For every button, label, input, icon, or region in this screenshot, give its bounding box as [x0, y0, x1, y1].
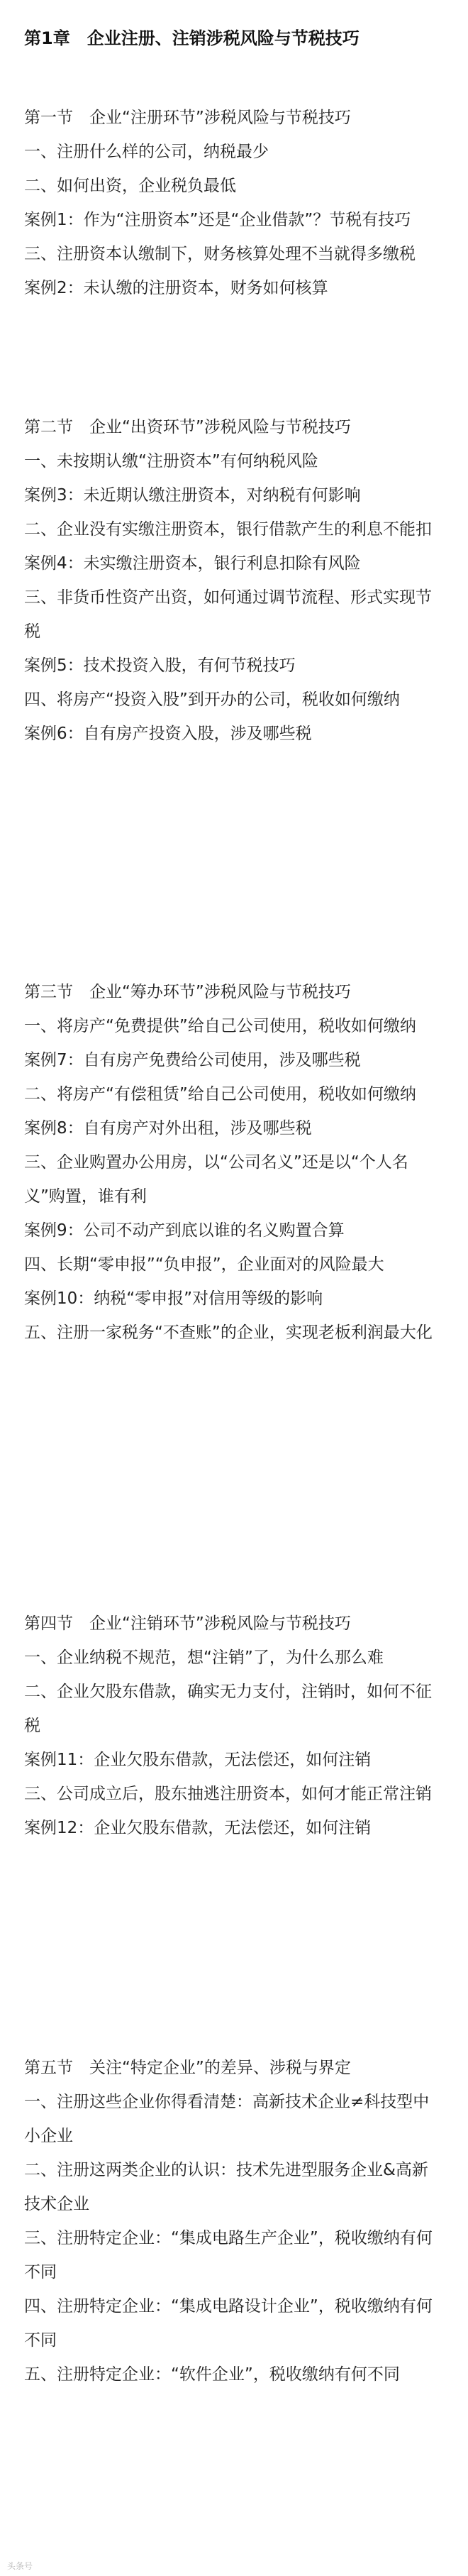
list-item: 案例6：自有房产投资入股，涉及哪些税 — [24, 725, 312, 743]
list-item: 二、将房产“有偿租赁”给自己公司使用，税收如何缴纳 — [24, 1085, 416, 1103]
section-title: 第三节 企业“筹办环节”涉税风险与节税技巧 — [24, 983, 351, 1001]
list-item: 一、注册什么样的公司，纳税最少 — [24, 143, 269, 161]
list-item: 五、注册特定企业：“软件企业”，税收缴纳有何不同 — [24, 2365, 400, 2384]
list-item: 一、企业纳税不规范，想“注销”了，为什么那么难 — [24, 1648, 384, 1667]
section-5 — [24, 2051, 442, 2391]
list-item: 案例8：自有房产对外出租，涉及哪些税 — [24, 1119, 312, 1138]
section-title: 第一节 企业“注册环节”涉税风险与节税技巧 — [24, 109, 351, 127]
list-item: 案例12：企业欠股东借款，无法偿还，如何注销 — [24, 1819, 372, 1837]
list-item: 案例2：未认缴的注册资本，财务如何核算 — [24, 279, 328, 297]
section-title: 第五节 关注“特定企业”的差异、涉税与界定 — [24, 2059, 351, 2077]
list-item: 案例9：公司不动产到底以谁的名义购置合算 — [24, 1221, 345, 1240]
chapter-title: 第1章 企业注册、注销涉税风险与节税技巧 — [24, 28, 360, 48]
list-item: 二、注册这两类企业的认识：技术先进型服务企业&高新技术企业 — [24, 2161, 428, 2213]
watermark: 头条号 — [7, 2561, 33, 2571]
list-item: 案例1：作为“注册资本”还是“企业借款”？节税有技巧 — [24, 211, 411, 229]
list-item: 五、注册一家税务“不查账”的企业，实现老板利润最大化 — [24, 1323, 433, 1342]
section-3 — [24, 975, 442, 1350]
list-item: 一、将房产“免费提供”给自己公司使用，税收如何缴纳 — [24, 1017, 416, 1035]
list-item: 四、将房产“投资入股”到开办的公司，税收如何缴纳 — [24, 690, 400, 709]
list-item: 案例3：未近期认缴注册资本，对纳税有何影响 — [24, 486, 361, 505]
list-item: 一、注册这些企业你得看清楚：高新技术企业≠科技型中小企业 — [24, 2093, 430, 2145]
list-item: 三、公司成立后，股东抽逃注册资本，如何才能正常注销 — [24, 1785, 432, 1803]
list-item: 三、注册特定企业：“集成电路生产企业”，税收缴纳有何不同 — [24, 2229, 433, 2281]
list-item: 案例11：企业欠股东借款，无法偿还，如何注销 — [24, 1751, 372, 1769]
list-item: 三、企业购置办公用房，以“公司名义”还是以“个人名义”购置，谁有利 — [24, 1153, 408, 1206]
list-item: 一、未按期认缴“注册资本”有何纳税风险 — [24, 452, 318, 470]
list-item: 二、如何出资，企业税负最低 — [24, 177, 236, 195]
list-item: 二、企业没有实缴注册资本，银行借款产生的利息不能扣 — [24, 520, 432, 539]
section-title: 第二节 企业“出资环节”涉税风险与节税技巧 — [24, 418, 351, 436]
list-item: 三、非货币性资产出资，如何通过调节流程、形式实现节税 — [24, 588, 432, 641]
list-item: 三、注册资本认缴制下，财务核算处理不当就得多缴税 — [24, 245, 416, 263]
section-title: 第四节 企业“注销环节”涉税风险与节税技巧 — [24, 1614, 351, 1633]
list-item: 四、注册特定企业：“集成电路设计企业”，税收缴纳有何不同 — [24, 2297, 433, 2350]
list-item: 案例5：技术投资入股，有何节税技巧 — [24, 656, 296, 675]
list-item: 案例7：自有房产免费给公司使用，涉及哪些税 — [24, 1051, 361, 1069]
list-item: 二、企业欠股东借款，确实无力支付，注销时，如何不征税 — [24, 1683, 432, 1735]
section-2 — [24, 410, 442, 751]
section-1 — [24, 101, 442, 305]
section-4 — [24, 1607, 442, 1845]
list-item: 四、长期“零申报”“负申报”，企业面对的风险最大 — [24, 1255, 384, 1274]
list-item: 案例4：未实缴注册资本，银行利息扣除有风险 — [24, 554, 361, 573]
list-item: 案例10：纳税“零申报”对信用等级的影响 — [24, 1289, 323, 1308]
